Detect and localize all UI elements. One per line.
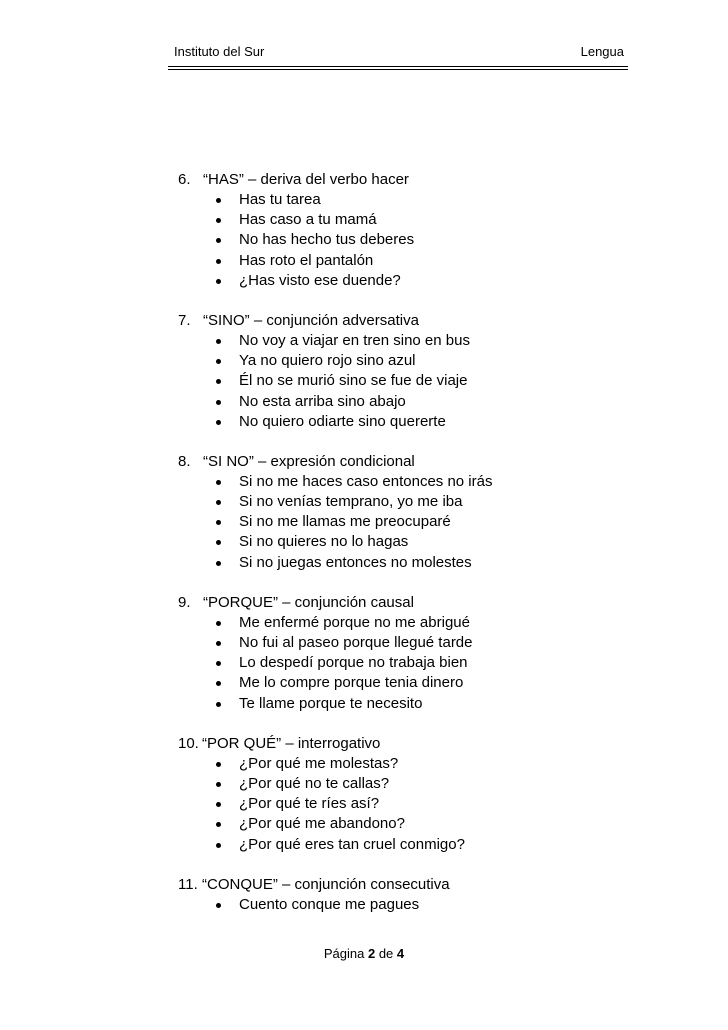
list-item-text: No esta arriba sino abajo xyxy=(239,392,406,410)
page-header xyxy=(168,38,628,67)
bullet-icon xyxy=(216,420,221,425)
list-item-text: ¿Por qué me abandono? xyxy=(239,815,405,833)
list-item-text: Si no me haces caso entonces no irás xyxy=(239,472,493,490)
section-number: 11. xyxy=(178,875,198,893)
list-item-text: No fui al paseo porque llegué tarde xyxy=(239,634,473,651)
list-item xyxy=(178,553,618,573)
list-item xyxy=(178,754,618,774)
bullet-icon xyxy=(216,641,221,646)
list-item-text: Has roto el pantalón xyxy=(239,251,374,269)
bullet-icon xyxy=(216,520,221,525)
list-item-text: Me lo compre porque tenia dinero xyxy=(239,674,464,692)
list-item xyxy=(178,371,618,391)
list-item xyxy=(178,814,618,834)
section-conque xyxy=(178,875,618,915)
section-number: 6. xyxy=(178,171,191,188)
list-item-text: Si no me llamas me preocuparé xyxy=(239,513,451,531)
bullet-icon xyxy=(216,621,221,626)
example-list xyxy=(178,331,618,432)
list-item xyxy=(178,512,618,532)
list-item-text: Has caso a tu mamá xyxy=(239,211,377,229)
list-item xyxy=(178,633,618,653)
footer-page-label: Página xyxy=(323,946,365,961)
section-si-no xyxy=(178,452,618,573)
bullet-icon xyxy=(216,359,221,364)
bullet-icon xyxy=(216,561,221,566)
list-item xyxy=(178,351,618,371)
footer-of-label: de xyxy=(378,946,394,961)
bullet-icon xyxy=(216,681,221,686)
example-list xyxy=(178,190,618,291)
bullet-icon xyxy=(216,279,221,284)
list-item-text: Él no se murió sino se fue de viaje xyxy=(239,372,468,390)
section-number: 7. xyxy=(178,311,191,329)
list-item-text: No quiero odiarte sino quererte xyxy=(239,412,446,430)
example-list xyxy=(178,895,618,915)
section-heading xyxy=(178,452,618,472)
list-item xyxy=(178,392,618,412)
header-subject: Lengua xyxy=(580,44,624,59)
list-item xyxy=(178,694,618,714)
page-footer xyxy=(0,946,728,961)
list-item-text: Te llame porque te necesito xyxy=(239,694,423,712)
section-has xyxy=(178,170,618,291)
section-porque xyxy=(178,593,618,714)
list-item-text: Si no quieres no lo hagas xyxy=(239,533,409,551)
list-item xyxy=(178,895,618,915)
list-item-text: No has hecho tus deberes xyxy=(239,231,415,249)
section-sino xyxy=(178,311,618,432)
list-item-text: Si no juegas entonces no molestes xyxy=(239,553,472,571)
list-item xyxy=(178,271,618,291)
list-item-text: No voy a viajar en tren sino en bus xyxy=(239,331,470,349)
section-number: 8. xyxy=(178,452,191,470)
bullet-icon xyxy=(216,843,221,848)
example-list xyxy=(178,472,618,573)
bullet-icon xyxy=(216,903,221,908)
list-item-text: ¿Has visto ese duende? xyxy=(239,271,401,289)
section-number: 9. xyxy=(178,593,191,611)
list-item xyxy=(178,331,618,351)
section-heading xyxy=(178,311,618,331)
bullet-icon xyxy=(216,218,221,223)
footer-total-pages: 4 xyxy=(396,946,405,961)
list-item-text: Lo despedí porque no trabaja bien xyxy=(239,654,468,672)
list-item xyxy=(178,210,618,230)
list-item xyxy=(178,472,618,492)
bullet-icon xyxy=(216,762,221,767)
section-por-que xyxy=(178,734,618,855)
list-item xyxy=(178,532,618,552)
bullet-icon xyxy=(216,259,221,264)
list-item-text: Si no venías temprano, yo me iba xyxy=(239,493,463,511)
section-heading xyxy=(178,734,618,754)
bullet-icon xyxy=(216,802,221,807)
footer-current-page: 2 xyxy=(367,946,376,961)
header-institution: Instituto del Sur xyxy=(174,44,265,59)
section-title: “HAS” – deriva del verbo hacer xyxy=(203,171,409,188)
section-heading xyxy=(178,593,618,613)
list-item xyxy=(178,190,618,210)
list-item-text: ¿Por qué te ríes así? xyxy=(239,795,380,813)
section-heading xyxy=(178,170,618,190)
bullet-icon xyxy=(216,702,221,707)
bullet-icon xyxy=(216,339,221,344)
list-item xyxy=(178,492,618,512)
list-item-text: ¿Por qué eres tan cruel conmigo? xyxy=(239,835,465,853)
section-number: 10. xyxy=(178,734,199,752)
bullet-icon xyxy=(216,379,221,384)
bullet-icon xyxy=(216,540,221,545)
list-item-text: Ya no quiero rojo sino azul xyxy=(239,352,416,370)
list-item xyxy=(178,251,618,271)
bullet-icon xyxy=(216,480,221,485)
list-item xyxy=(178,613,618,633)
bullet-icon xyxy=(216,400,221,405)
section-title: “PORQUE” – conjunción causal xyxy=(203,593,414,611)
section-title: “CONQUE” – conjunción consecutiva xyxy=(202,875,450,893)
section-title: “SI NO” – expresión condicional xyxy=(203,452,415,470)
document-body xyxy=(178,170,618,935)
bullet-icon xyxy=(216,661,221,666)
list-item xyxy=(178,230,618,250)
list-item-text: ¿Por qué no te callas? xyxy=(239,774,390,792)
bullet-icon xyxy=(216,198,221,203)
list-item xyxy=(178,835,618,855)
section-title: “SINO” – conjunción adversativa xyxy=(203,311,419,329)
list-item-text: ¿Por qué me molestas? xyxy=(239,754,399,772)
example-list xyxy=(178,613,618,714)
list-item xyxy=(178,774,618,794)
bullet-icon xyxy=(216,782,221,787)
bullet-icon xyxy=(216,822,221,827)
bullet-icon xyxy=(216,238,221,243)
example-list xyxy=(178,754,618,855)
list-item-text: Has tu tarea xyxy=(239,191,321,208)
list-item-text: Me enfermé porque no me abrigué xyxy=(239,613,470,631)
list-item xyxy=(178,412,618,432)
list-item-text: Cuento conque me pagues xyxy=(239,895,420,913)
header-divider xyxy=(168,69,628,70)
bullet-icon xyxy=(216,500,221,505)
list-item xyxy=(178,673,618,693)
section-heading xyxy=(178,875,618,895)
list-item xyxy=(178,653,618,673)
list-item xyxy=(178,794,618,814)
section-title: “POR QUÉ” – interrogativo xyxy=(202,734,381,752)
